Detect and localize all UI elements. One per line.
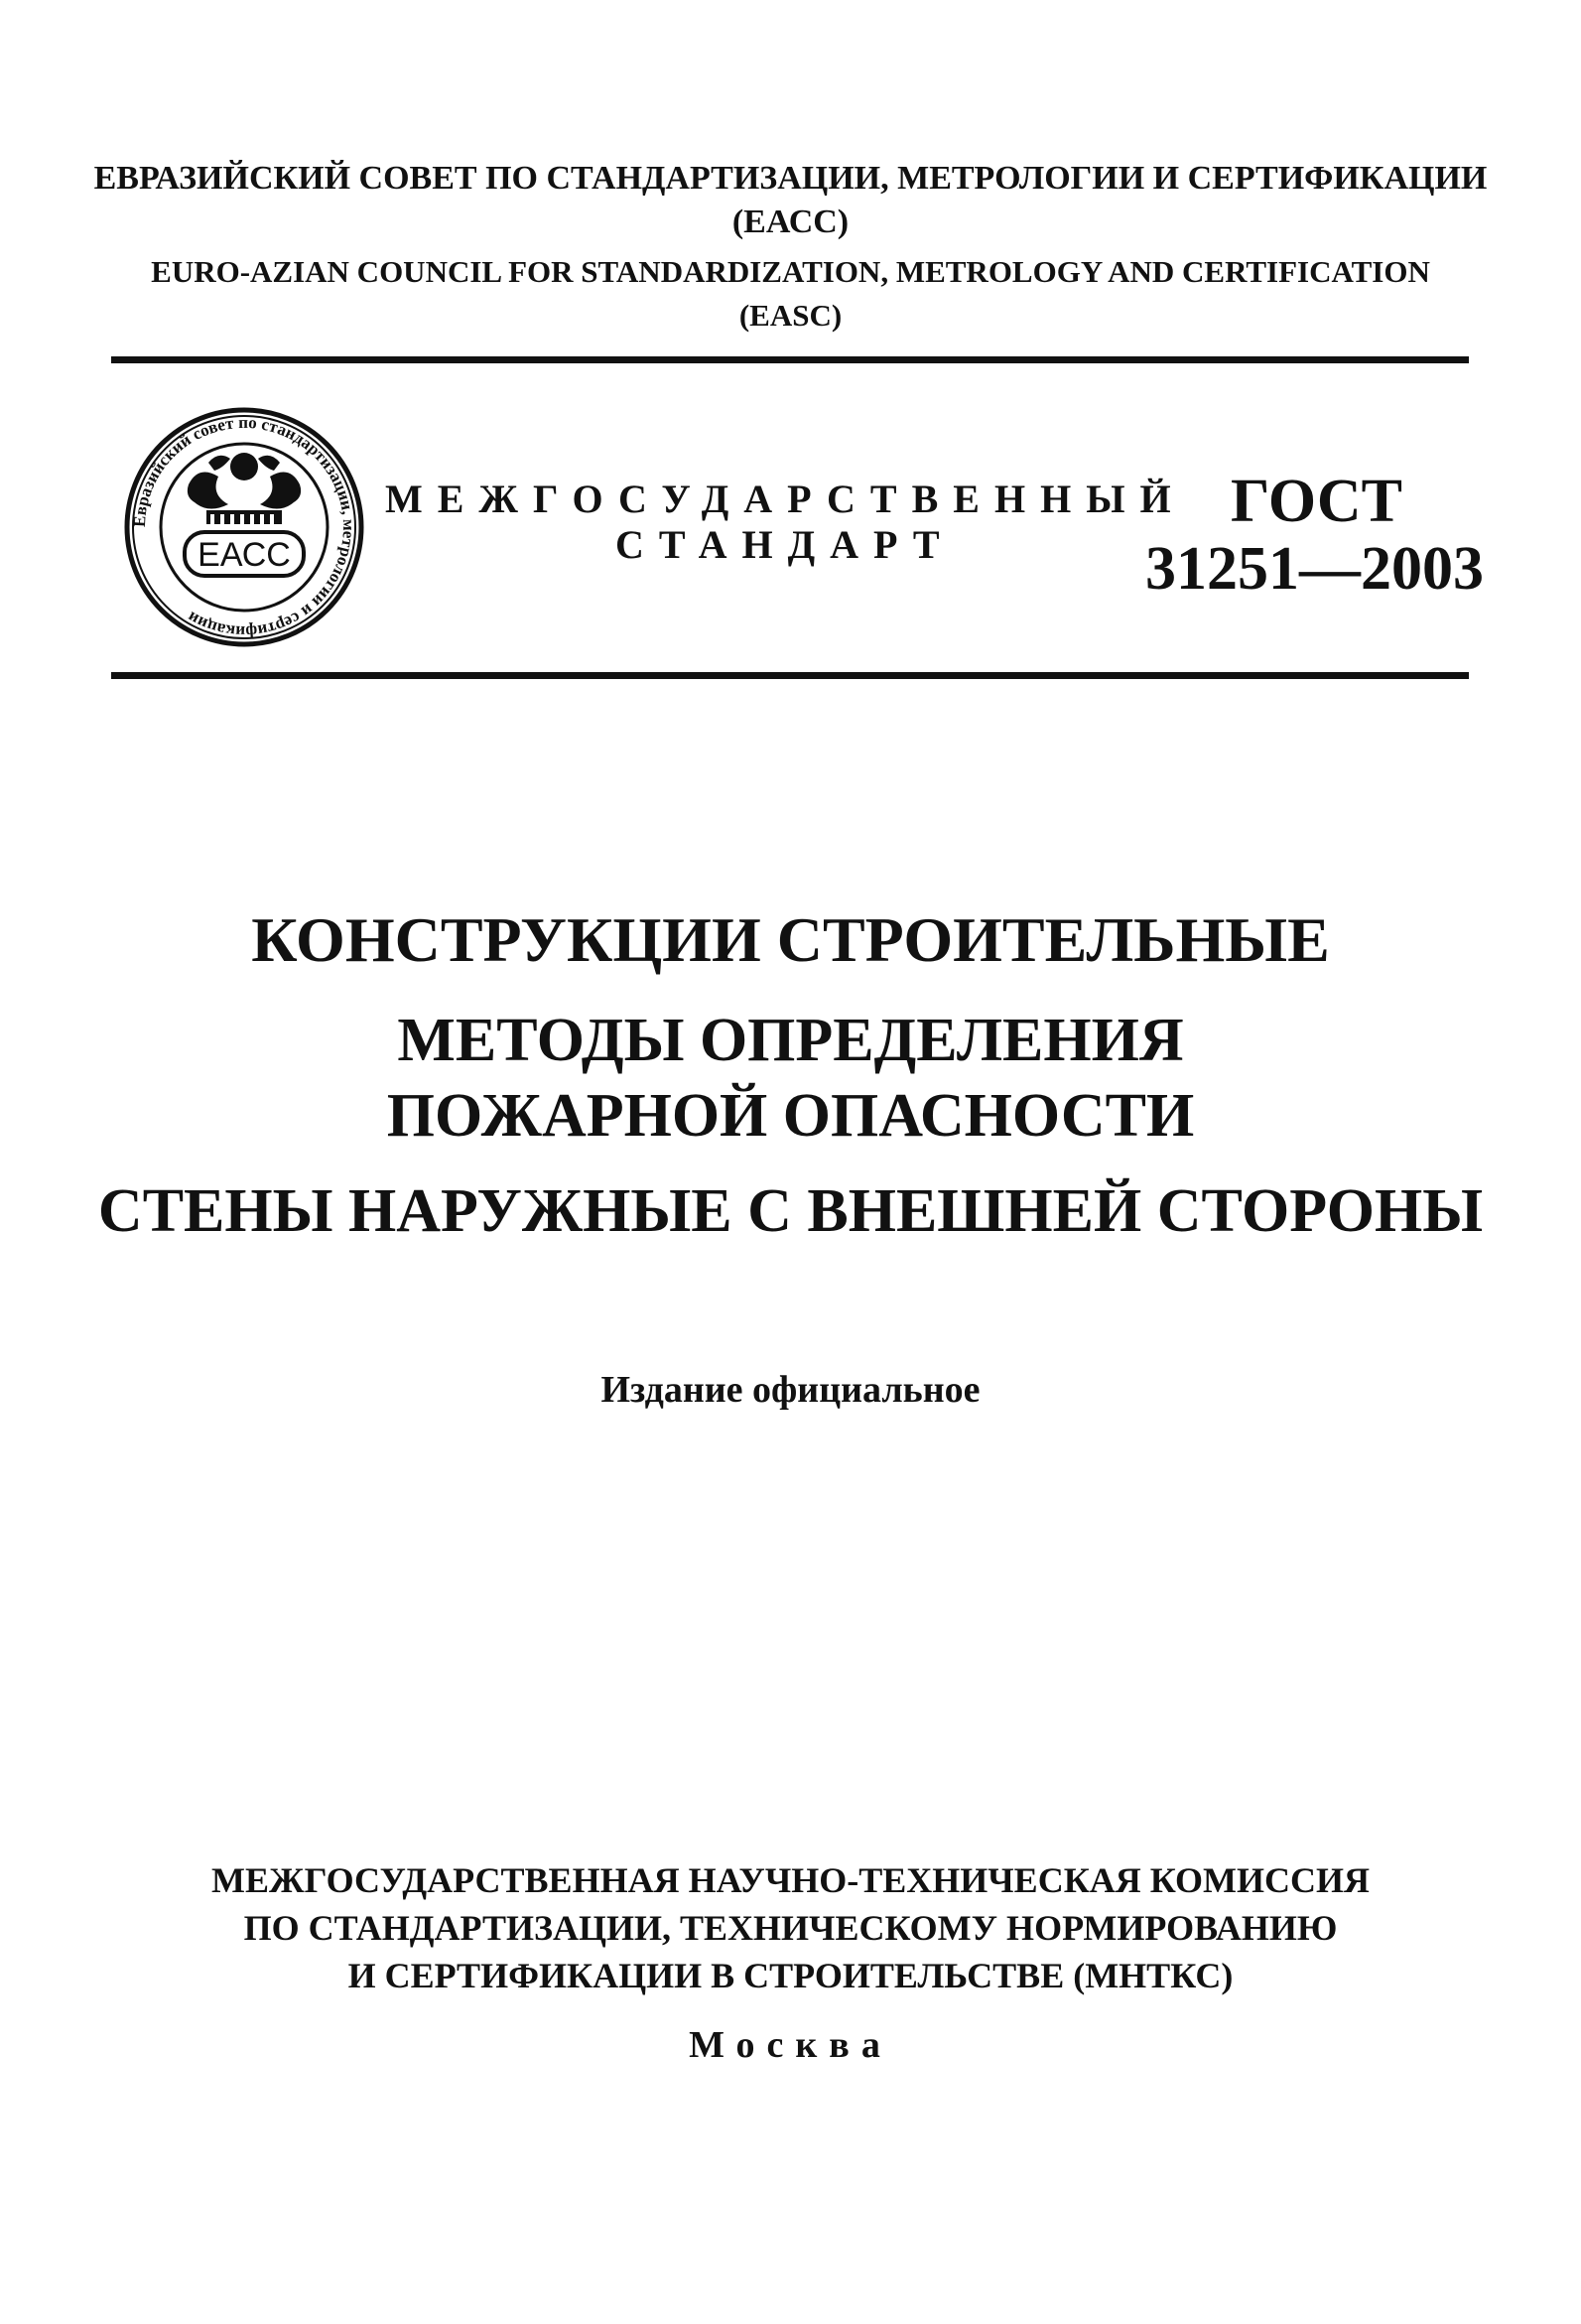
document-title-methods (0, 1003, 1581, 1154)
document-title-main: КОНСТРУКЦИИ СТРОИТЕЛЬНЫЕ (251, 904, 1330, 975)
standard-type (385, 477, 1186, 568)
standard-type-line1: МЕЖГОСУДАРСТВЕННЫЙ (385, 477, 1186, 521)
document-title-subject: СТЕНЫ НАРУЖНЫЕ С ВНЕШНЕЙ СТОРОНЫ (97, 1177, 1484, 1245)
seal-ring-text (130, 413, 358, 641)
document-title-line2: МЕТОДЫ ОПРЕДЕЛЕНИЯ (397, 1007, 1184, 1074)
seal-emblem (188, 453, 301, 524)
easc-seal-icon (111, 407, 377, 647)
top-divider (111, 356, 1469, 363)
document-title-line3: ПОЖАРНОЙ ОПАСНОСТИ (386, 1082, 1195, 1150)
council-name-en-text: EURO-AZIAN COUNCIL FOR STANDARDIZATION, METROLOGY AND CERTIFICATION (151, 254, 1430, 289)
council-abbr-en: (EASC) (738, 298, 843, 333)
publisher-line1: МЕЖГОСУДАРСТВЕННАЯ НАУЧНО-ТЕХНИЧЕСКАЯ КОМИССИЯ (211, 1860, 1370, 1900)
council-name-en (0, 250, 1581, 338)
bottom-divider (111, 672, 1469, 679)
council-name-ru-text: ЕВРАЗИЙСКИЙ СОВЕТ ПО СТАНДАРТИЗАЦИИ, МЕТРОЛОГИИ И СЕРТИФИКАЦИИ (93, 160, 1488, 197)
council-name-ru (0, 157, 1581, 244)
seal-ring-textpath: Евразийский совет по стандартизации, метрологии и сертификации (129, 412, 359, 642)
council-abbr-ru: (ЕАСС) (731, 204, 850, 240)
publisher (0, 1856, 1581, 1999)
standard-type-line2: СТАНДАРТ (615, 522, 955, 567)
publisher-line3: И СЕРТИФИКАЦИИ В СТРОИТЕЛЬСТВЕ (МНТКС) (347, 1956, 1234, 1995)
seal-center-text: ЕАСС (198, 536, 291, 574)
publisher-line2: ПО СТАНДАРТИЗАЦИИ, ТЕХНИЧЕСКОМУ НОРМИРОВАНИЮ (243, 1908, 1338, 1948)
gost-label: ГОСТ (1231, 468, 1403, 535)
gost-number: 31251—2003 (1145, 535, 1484, 603)
city: Москва (689, 2024, 892, 2066)
edition-label: Издание официальное (600, 1369, 981, 1411)
